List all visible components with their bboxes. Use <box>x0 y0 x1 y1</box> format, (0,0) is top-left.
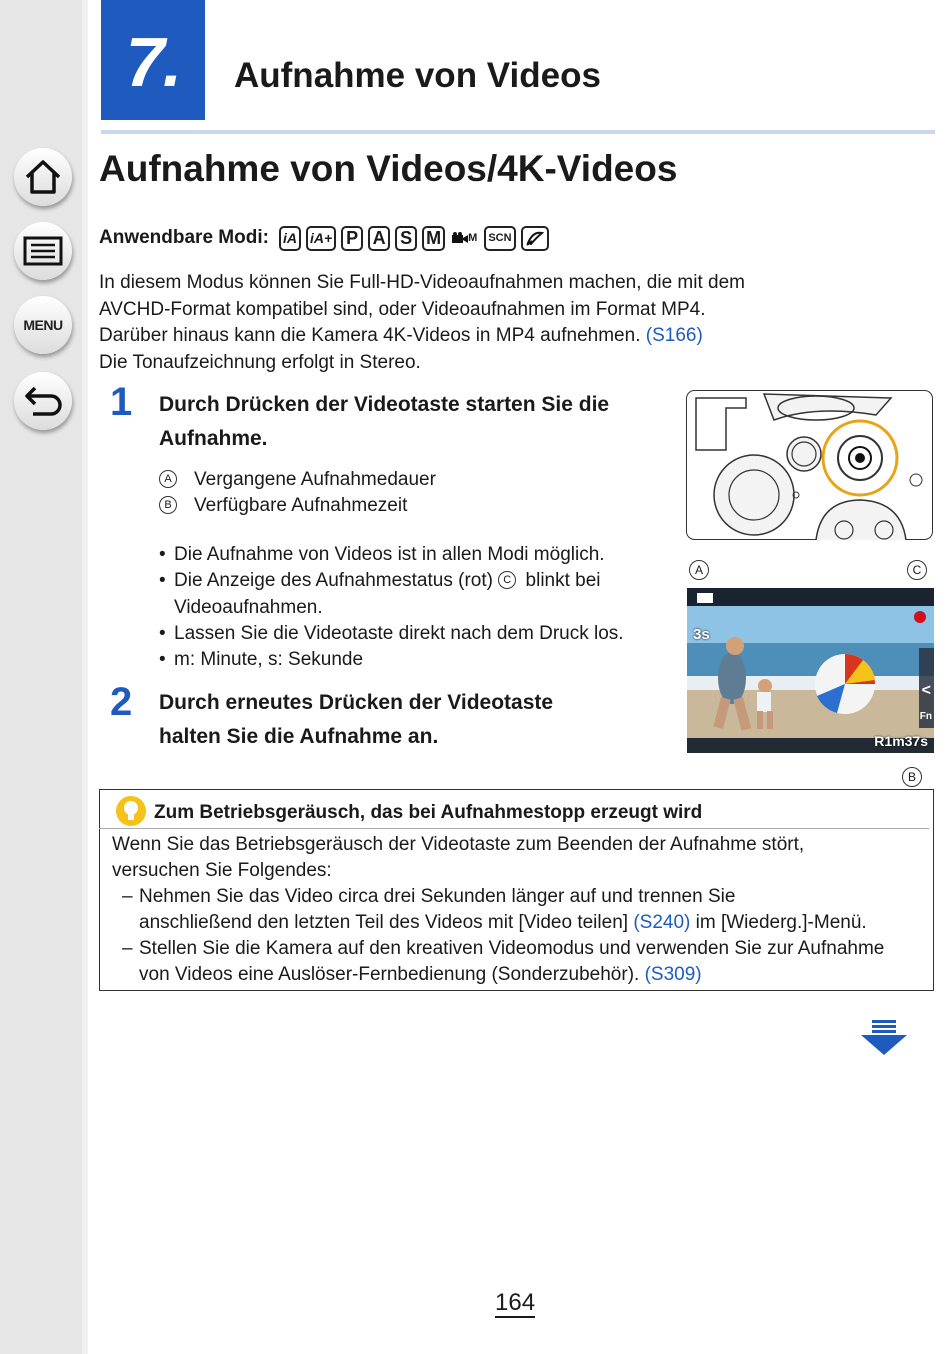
remaining-time-readout: R1m37s <box>874 733 928 749</box>
status-marker-c: C <box>498 571 516 589</box>
screen-label-c: C <box>907 560 927 580</box>
intro-line: Darüber hinaus kann die Kamera 4K-Videos in MP4 aufnehmen. (S166) <box>99 325 703 346</box>
modes-label: Anwendbare Modi: <box>99 227 269 248</box>
screen-label-b: B <box>902 767 922 787</box>
step-1-text: Durch Drücken der Videotaste starten Sie die Aufnahme. <box>159 393 610 450</box>
menu-label: MENU <box>23 317 63 333</box>
page-number: 164 <box>495 1289 536 1316</box>
back-arrow-icon <box>23 384 63 418</box>
next-page-arrow-icon[interactable] <box>861 1020 907 1056</box>
lightbulb-icon <box>115 795 147 827</box>
camera-screen-preview <box>687 588 934 753</box>
fn-label: Fn <box>919 711 932 722</box>
list-icon <box>23 236 63 266</box>
mode-ia-icon: iA <box>279 226 301 251</box>
intro-line: In diesem Modus können Sie Full-HD-Videoaufnahmen machen, die mit dem <box>99 272 745 293</box>
menu-button[interactable] <box>14 296 72 354</box>
beach-scene <box>687 588 934 753</box>
mode-m-icon: M <box>422 226 445 251</box>
screen-label-a: A <box>689 560 709 580</box>
elapsed-time-readout: 3s <box>693 626 710 643</box>
home-button[interactable] <box>14 148 72 206</box>
step-2-number: 2 <box>110 680 133 724</box>
header-divider <box>101 130 935 134</box>
step-2-text: Durch erneutes Drücken der Videotaste halten Sie die Aufnahme an. <box>159 691 554 748</box>
link-s309[interactable]: (S309) <box>644 964 702 985</box>
mode-creative-video-icon: M <box>450 226 479 251</box>
mode-p-icon: P <box>341 226 363 251</box>
intro-line: AVCHD-Format kompatibel sind, oder Videoaufnahmen im Format MP4. <box>99 298 706 320</box>
notes-list <box>159 542 659 673</box>
tip-heading: Zum Betriebsgeräusch, das bei Aufnahmestopp erzeugt wird <box>154 802 703 823</box>
legend-b-marker: B <box>159 496 177 514</box>
link-s166[interactable]: (S166) <box>645 325 703 346</box>
tip-item: – Stellen Sie die Kamera auf den kreativen Videomodus und verwenden Sie zur Aufnahme von Videos eine Auslöser-Fernbedienung (Sonderzubehör). (S309) <box>112 936 927 988</box>
home-icon <box>23 158 63 196</box>
intro-text <box>99 270 829 376</box>
mode-ia-plus-icon: iA+ <box>306 226 336 251</box>
step-1-number: 1 <box>110 380 133 424</box>
chevron-left-icon: < <box>921 682 931 699</box>
legend-a: A Vergangene Aufnahmedauer <box>159 469 436 491</box>
chapter-number-box <box>101 0 205 120</box>
page-title: Aufnahme von Videos/4K-Videos <box>99 148 678 189</box>
note-item: • Die Aufnahme von Videos ist in allen Modi möglich. <box>159 542 659 568</box>
link-s240[interactable]: (S240) <box>633 912 691 933</box>
mode-s-icon: S <box>395 226 417 251</box>
tip-item: – Nehmen Sie das Video circa drei Sekunden länger auf und trennen Sie anschließend den letzten Teil des Videos mit [Video teilen] (S240) im [Wiederg.]-Menü. <box>112 884 927 936</box>
table-of-contents-button[interactable] <box>14 222 72 280</box>
tip-divider <box>99 828 929 829</box>
mode-a-icon: A <box>368 226 390 251</box>
legend-a-marker: A <box>159 470 177 488</box>
note-item: • Lassen Sie die Videotaste direkt nach dem Druck los. <box>159 621 659 647</box>
tip-body: Wenn Sie das Betriebsgeräusch der Videotaste zum Beenden der Aufnahme stört, versuchen Sie Folgendes: – Nehmen Sie das Video circa drei Sekunden länger auf und trennen Sie anschließend den letzten Teil des Videos mit [Video teilen] (S240) im [Wiederg.]-Menü. – Stellen Sie die Kamera auf den kreativen Videomodus und verwenden Sie zur Aufnahme von Videos eine Auslöser-Fernbedienung (Sonderzubehör). (S309) <box>112 832 927 988</box>
camera-video-button-illustration <box>686 390 933 540</box>
back-button[interactable] <box>14 372 72 430</box>
note-item: • Die Anzeige des Aufnahmestatus (rot) C blinkt bei Videoaufnahmen. <box>159 568 659 621</box>
mode-scn-icon: SCN <box>484 226 515 251</box>
chapter-number: 7. <box>125 23 181 101</box>
mode-creative-control-icon <box>521 226 549 251</box>
note-item: • m: Minute, s: Sekunde <box>159 647 659 673</box>
intro-line: Die Tonaufzeichnung erfolgt in Stereo. <box>99 351 421 373</box>
chapter-title: Aufnahme von Videos <box>234 56 601 95</box>
applicable-modes <box>99 222 554 254</box>
legend-b: B Verfügbare Aufnahmezeit <box>159 495 407 517</box>
sidebar-edge <box>82 0 88 1354</box>
